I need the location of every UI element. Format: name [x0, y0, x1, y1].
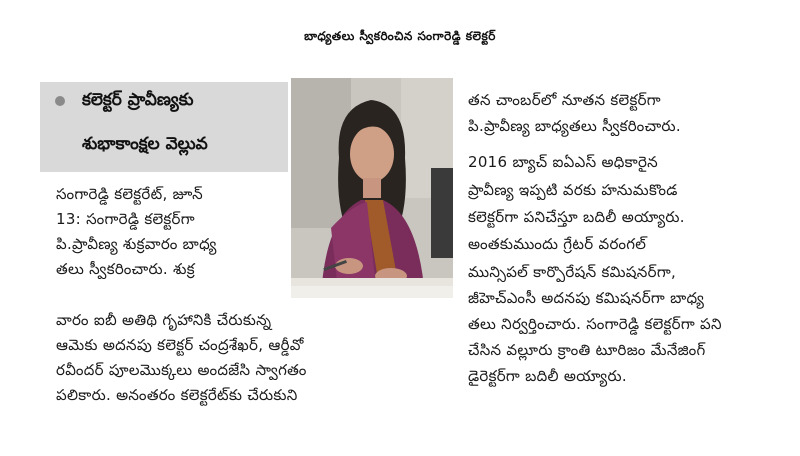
right-column-line: చేసిన వల్లూరు క్రాంతి టూరిజం మేనేజింగ్ — [468, 341, 706, 359]
right-column-line: పి.ప్రావీణ్య బాధ్యతలు స్వీకరించారు. — [468, 117, 681, 135]
subheading-line: కలెక్టర్ ప్రావీణ్యకు — [82, 90, 194, 110]
left-column-line: రవీందర్ పూలమొక్కలు అందజేసి స్వాగతం — [56, 361, 307, 379]
right-column-line: కలెక్టర్‌గా పనిచేస్తూ బదిలీ అయ్యారు. — [468, 208, 685, 226]
right-column-line: మున్సిపల్ కార్పొరేషన్ కమిషనర్‌గా, — [468, 263, 677, 281]
right-column-line: డైరెక్టర్‌గా బదిలీ అయ్యారు. — [468, 367, 627, 385]
right-column-line: అంతకుముందు గ్రేటర్ వరంగల్ — [468, 235, 647, 253]
bullet-icon — [55, 96, 65, 106]
right-column-line: తన చాంబర్‌లో నూతన కలెక్టర్‌గా — [468, 91, 661, 109]
right-column-line: 2016 బ్యాచ్ ఐఏఎస్ అధికారైన — [468, 153, 659, 171]
left-column-line: ఆమెకు అదనపు కలెక్టర్ చంద్రశేఖర్, ఆర్డీవో — [56, 336, 304, 354]
left-column-line: పి.ప్రావీణ్య శుక్రవారం బాధ్య — [56, 235, 217, 253]
left-column-line: వారం ఐబీ అతిథి గృహానికి చేరుకున్న — [56, 311, 272, 329]
right-column-line: తలు నిర్వర్తించారు. సంగారెడ్డి కలెక్టర్‌గా పని — [468, 315, 722, 333]
right-column-line: జీహెచ్ఎంసీ అదనపు కమిషనర్‌గా బాధ్య — [468, 289, 705, 307]
left-column-line: 13: సంగారెడ్డి కలెక్టర్‌గా — [56, 210, 195, 228]
collector-photo — [291, 78, 453, 298]
subheading-line: శుభాకాంక్షల వెల్లువ — [82, 134, 208, 154]
left-column-line: పలికారు. అనంతరం కలెక్టరేట్‌కు చేరుకుని — [56, 386, 298, 404]
right-column-line: ప్రావీణ్య ఇప్పటి వరకు హనుమకొండ — [468, 181, 678, 199]
left-column-line: సంగారెడ్డి కలెక్టరేట్, జూన్ — [56, 185, 203, 203]
left-column-line: తలు స్వీకరించారు. శుక్ర — [56, 260, 195, 278]
headline: బాధ్యతలు స్వీకరించిన సంగారెడ్డి కలెక్టర్ — [304, 29, 496, 43]
